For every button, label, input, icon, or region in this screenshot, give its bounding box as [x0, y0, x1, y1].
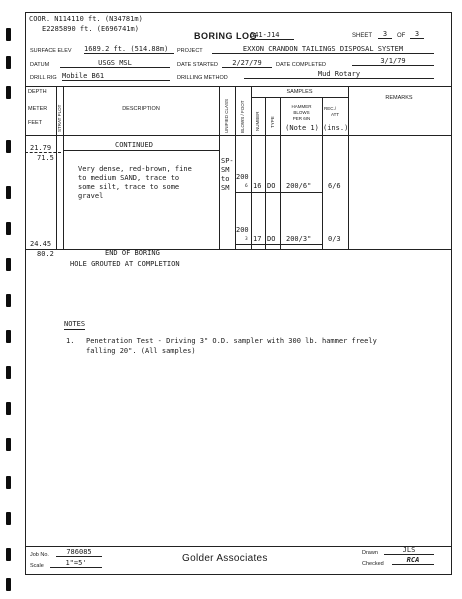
date-completed-label: DATE COMPLETED — [276, 62, 327, 68]
surface-elev: 1689.2 ft. (514.88m) — [84, 46, 174, 54]
binder-hole — [6, 512, 11, 525]
sample-16-number: 16 — [253, 182, 262, 190]
top-depth-meter: 21.79 — [30, 144, 52, 152]
sample-16-rec: 6/6 — [328, 182, 341, 190]
notes-heading: NOTES — [64, 320, 86, 328]
bottom-depth-meter: 24.45 — [30, 240, 52, 248]
unified-class-line: SM — [221, 184, 230, 192]
description-line: gravel — [78, 192, 104, 200]
col-att: ATT — [331, 112, 340, 117]
samples-rule — [251, 97, 348, 98]
sample-17-number: 17 — [253, 235, 262, 243]
binder-hole — [6, 56, 11, 69]
datum-value: USGS MSL — [60, 60, 170, 68]
sample-16-type: DO — [267, 182, 276, 190]
col-description: DESCRIPTION — [122, 106, 160, 112]
col-hammer-note: (Note 1) — [285, 124, 319, 132]
col-depth: DEPTH — [28, 89, 47, 95]
coordinates-north: COOR. N114110 ft. (N34781m) — [29, 15, 143, 23]
col-hammer-blows: BLOWS — [293, 110, 310, 115]
hole-grouted: HOLE GROUTED AT COMPLETION — [70, 260, 180, 268]
sheet-label: SHEET — [352, 33, 373, 39]
binder-hole — [6, 330, 11, 343]
binder-hole — [6, 222, 11, 235]
description-line: to medium SAND, trace to — [78, 174, 180, 182]
binder-hole — [6, 548, 11, 561]
sample-17-blows-sub: 3 — [245, 237, 248, 242]
hammer-divider — [322, 97, 323, 249]
continued-rule — [64, 150, 219, 151]
col-number: NUMBER — [255, 111, 260, 131]
col-remarks: REMARKS — [385, 95, 413, 101]
surface-elev-label: SURFACE ELEV — [30, 48, 72, 54]
col-type: TYPE — [270, 116, 275, 128]
col-strat-plot: STRAT PLOT — [57, 104, 62, 132]
col-meter: METER — [28, 106, 48, 112]
note-line: Penetration Test - Driving 3" O.D. sampler with 300 lb. hammer freely — [86, 337, 377, 345]
col-blows-foot: BLOWS / FOOT — [240, 100, 245, 133]
top-depth-tick — [25, 152, 61, 153]
date-completed: 3/1/79 — [352, 58, 434, 66]
end-of-boring: END OF BORING — [105, 249, 160, 257]
col-unified-class: UNIFIED CLASS — [224, 98, 229, 133]
unified-class-line: SP- — [221, 157, 234, 165]
checked-by: RCA — [392, 557, 434, 565]
binder-hole — [6, 366, 11, 379]
description-divider — [219, 86, 220, 249]
continued-label: CONTINUED — [115, 141, 153, 149]
binder-hole — [6, 28, 11, 41]
col-samples: SAMPLES — [286, 89, 313, 95]
sample-17-rec: 0/3 — [328, 235, 341, 243]
job-no: 786085 — [56, 549, 102, 557]
binder-hole — [6, 476, 11, 489]
sample-17-blows: 200 — [236, 226, 249, 234]
project-label: PROJECT — [177, 48, 203, 54]
drilling-method: Mud Rotary — [244, 71, 434, 79]
page-title: BORING LOG — [194, 31, 257, 41]
unified-class-line: SM — [221, 166, 230, 174]
unified-divider — [235, 86, 236, 249]
of-label: OF — [397, 33, 406, 39]
sheet-total: 3 — [410, 31, 424, 39]
company-name: Golder Associates — [182, 553, 268, 564]
col-hammer-per: PER 6IN — [292, 116, 311, 121]
drilling-method-label: DRILLING METHOD — [177, 75, 228, 81]
drawn-label: Drawn — [362, 550, 378, 556]
sheet-number: 3 — [378, 31, 392, 39]
note-line: falling 20". (All samples) — [86, 347, 196, 355]
binder-hole — [6, 86, 11, 99]
binder-hole — [6, 140, 11, 153]
sample-16-blows: 200 — [236, 173, 249, 181]
sample-16-rule — [235, 192, 322, 193]
datum-label: DATUM — [30, 62, 50, 68]
binder-hole — [6, 402, 11, 415]
top-depth-feet: 71.5 — [37, 154, 54, 162]
drill-rig-label: DRILL RIG — [30, 75, 57, 81]
description-line: some silt, trace to some — [78, 183, 180, 191]
table-header-rule — [25, 135, 451, 136]
col-feet: FEET — [28, 120, 43, 126]
binder-hole — [6, 258, 11, 271]
bottom-depth-feet: 80.2 — [37, 250, 54, 258]
drawn-by: JLS — [384, 547, 434, 555]
table-bottom-rule — [25, 249, 451, 250]
boring-id: G41-J14 — [250, 32, 294, 40]
date-started: 2/27/79 — [222, 60, 272, 68]
sample-17-type: DO — [267, 235, 276, 243]
scale-value: 1"=5' — [50, 560, 102, 568]
date-started-label: DATE STARTED — [177, 62, 218, 68]
col-rec-unit: (ins.) — [323, 124, 349, 132]
binder-hole — [6, 438, 11, 451]
binder-hole — [6, 186, 11, 199]
sample-16-hammer: 200/6" — [286, 182, 312, 190]
blows-divider — [251, 86, 252, 249]
drill-rig: Mobile B61 — [62, 73, 170, 81]
project-name: EXXON CRANDON TAILINGS DISPOSAL SYSTEM — [212, 46, 434, 54]
binder-hole — [6, 578, 11, 591]
rec-divider — [348, 86, 349, 249]
binder-hole — [6, 294, 11, 307]
note-number: 1. — [66, 337, 75, 345]
table-top-rule — [25, 86, 451, 87]
sample-17-rule — [235, 244, 322, 245]
job-no-label: Job No. — [30, 552, 49, 558]
unified-class-line: to — [221, 175, 230, 183]
checked-label: Checked — [362, 561, 384, 567]
description-line: Very dense, red-brown, fine — [78, 165, 192, 173]
sample-17-hammer: 200/3" — [286, 235, 312, 243]
col-rec: REC./ — [324, 106, 337, 111]
sample-16-blows-sub: 6 — [245, 184, 248, 189]
col-hammer: HAMMER — [291, 104, 312, 109]
coordinates-east: E2285890 ft. (E696741m) — [42, 25, 139, 33]
number-divider — [265, 97, 266, 249]
scale-label: Scale — [30, 563, 44, 569]
